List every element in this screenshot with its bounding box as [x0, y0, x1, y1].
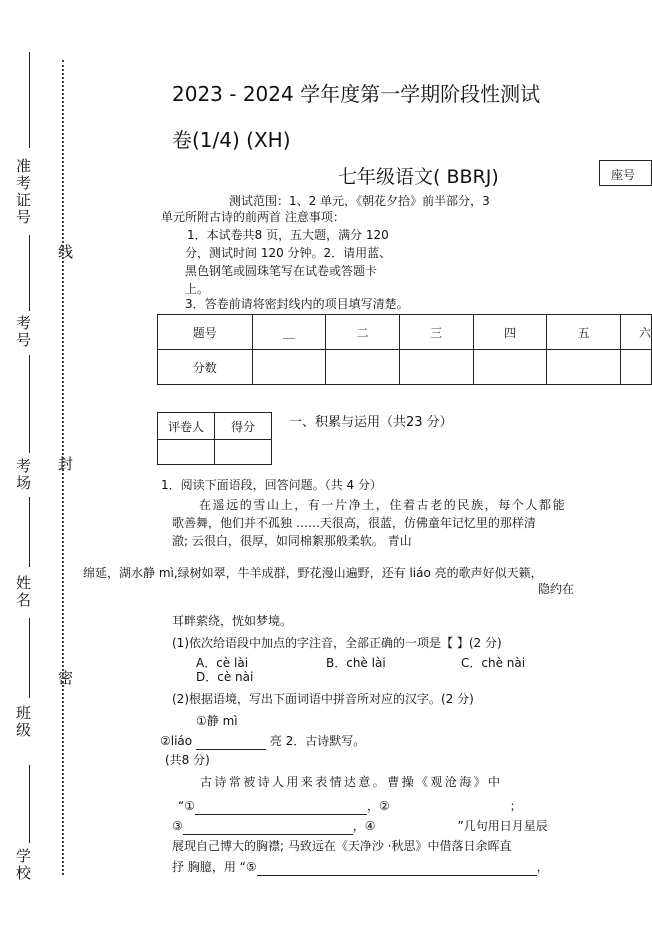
q1-title: 1．阅读下面语段，回答问题。（共 4 分）: [161, 478, 382, 492]
id-no-label: 考号: [14, 315, 32, 349]
room-label: 考场: [14, 458, 32, 492]
poem-line-1: 古诗常被诗人用来表情达意。曹操《观沧海》中: [200, 775, 503, 789]
class-label: 班级: [14, 705, 32, 739]
score-col-5: 五: [547, 315, 621, 350]
fill-1: ①静 mì: [196, 714, 238, 728]
blank-5[interactable]: [257, 863, 537, 876]
passage-line-6: 耳畔萦绕，恍如梦境。: [172, 614, 293, 628]
exam-title-line2: 卷(1/4) (XH): [172, 128, 291, 152]
note-1b: 分，测试时间 120 分钟。2．请用蓝、: [185, 246, 392, 260]
test-scope: 测试范围：1、2 单元，《朝花夕拾》前半部分，3: [229, 194, 490, 208]
blank-1[interactable]: [195, 802, 367, 815]
score-col-6: 六: [621, 315, 652, 350]
school-line: [29, 765, 30, 843]
exam-title-line1: 2023 - 2024 学年度第一学期阶段性测试: [172, 82, 541, 106]
blank-4-marker: ，④: [352, 819, 376, 833]
seal-dotted-line: [62, 60, 64, 875]
blank-2-end: ；: [509, 799, 522, 813]
subject-title: 七年级语文( BBRJ): [338, 166, 499, 188]
section1-heading: 一、积累与运用（共23 分）: [289, 415, 453, 430]
fill-2-prefix: ②liáo: [160, 734, 193, 748]
fill-2-blank[interactable]: [196, 737, 266, 750]
test-scope-cont: 单元所附古诗的前两首 注意事项：: [161, 210, 345, 224]
blank-2[interactable]: [390, 803, 510, 815]
score-table: [157, 314, 652, 385]
score-table-header-row: [158, 315, 652, 350]
blank-3[interactable]: [183, 822, 353, 835]
poem-line-2: [178, 797, 522, 815]
id-no-line: [29, 235, 30, 311]
score-cell[interactable]: [547, 350, 621, 385]
score-col-3: 三: [399, 315, 473, 350]
score-table-value-row: [158, 350, 652, 385]
passage-line-5: 隐约在: [538, 582, 575, 596]
score-cell[interactable]: [473, 350, 547, 385]
score-cell[interactable]: [326, 350, 400, 385]
blank-2-marker: ，②: [366, 799, 390, 813]
option-c: C．chè nài: [461, 656, 526, 670]
score-cell[interactable]: [621, 350, 652, 385]
poem-line-5: [172, 858, 549, 876]
grader-name-cell[interactable]: [158, 440, 215, 465]
seat-number-box[interactable]: [599, 160, 652, 186]
passage-line-3: 澈; 云很白，很厚，如同棉絮那般柔软。 青山: [172, 534, 412, 548]
grader-score-cell[interactable]: [215, 440, 272, 465]
note-1c: 黑色钢笔或圆珠笔写在试卷或答题卡: [185, 264, 378, 278]
score-table-header-label: 题号: [158, 315, 253, 350]
option-b: B．chè lài: [326, 656, 386, 670]
poem-line-3: [172, 817, 548, 835]
exam-no-line: [29, 52, 30, 148]
room-line: [29, 355, 30, 453]
option-d: D．cè nài: [196, 670, 254, 684]
exam-no-label: 准考证号: [14, 158, 32, 226]
score-col-2: 二: [326, 315, 400, 350]
seat-label: 座号: [611, 168, 636, 182]
q2-score: (共8 分): [165, 753, 210, 767]
fill-2-suffix: 亮 2．古诗默写。: [269, 734, 366, 748]
q1-2: (2)根据语境，写出下面词语中拼音所对应的汉字。(2 分): [172, 692, 474, 706]
grader-table: [157, 412, 272, 465]
note-3: 3．答卷前请将密封线内的项目填写清楚。: [185, 297, 409, 311]
option-a: A．cè lài: [196, 656, 249, 670]
poem-line-3-tail: ”几句用日月星辰: [457, 819, 548, 833]
name-label: 姓名: [14, 575, 32, 609]
passage-line-4: 绵延，湖水静 mì,绿树如翠，牛羊成群，野花漫山遍野，还有 liáo 亮的歌声好似天籁，: [83, 566, 543, 580]
note-1a: 1．本试卷共8 页，五大题，满分 120: [187, 228, 389, 242]
blank-1-marker: “①: [178, 799, 195, 813]
binding-mark-seal: 封: [56, 456, 74, 473]
blank-5-marker: 抒 胸臆，用 “⑤: [172, 860, 257, 874]
school-label: 学校: [14, 848, 32, 882]
poem-line-4: 展现自己博大的胸襟; 马致远在《天净沙 ·秋思》中借落日余晖直: [172, 839, 512, 853]
score-cell[interactable]: [399, 350, 473, 385]
blank-5-end: ，: [536, 860, 549, 874]
score-cell[interactable]: [252, 350, 326, 385]
blank-3-marker: ③: [172, 819, 183, 833]
fill-2-row: [160, 732, 365, 750]
score-col-4: 四: [473, 315, 547, 350]
q1-1: (1)依次给语段中加点的字注音，全部正确的一项是【 】(2 分): [172, 636, 502, 650]
binding-mark-secret: 密: [56, 670, 74, 687]
grader-score-label: 得分: [215, 413, 272, 440]
passage-line-2: 歌善舞，他们并不孤独 ……天很高，很蓝，仿佛童年记忆里的那样清: [172, 516, 536, 530]
binding-mark-line: 线: [56, 244, 74, 261]
class-line: [29, 618, 30, 698]
passage-line-1: 在遥远的雪山上，有一片净土，住着古老的民族，每个人都能: [199, 498, 567, 512]
score-col-1: ＿: [252, 315, 326, 350]
name-line: [29, 497, 30, 567]
grader-label: 评卷人: [158, 413, 215, 440]
note-1d: 上。: [185, 282, 210, 296]
blank-4[interactable]: [376, 823, 458, 835]
score-table-row-label: 分数: [158, 350, 253, 385]
